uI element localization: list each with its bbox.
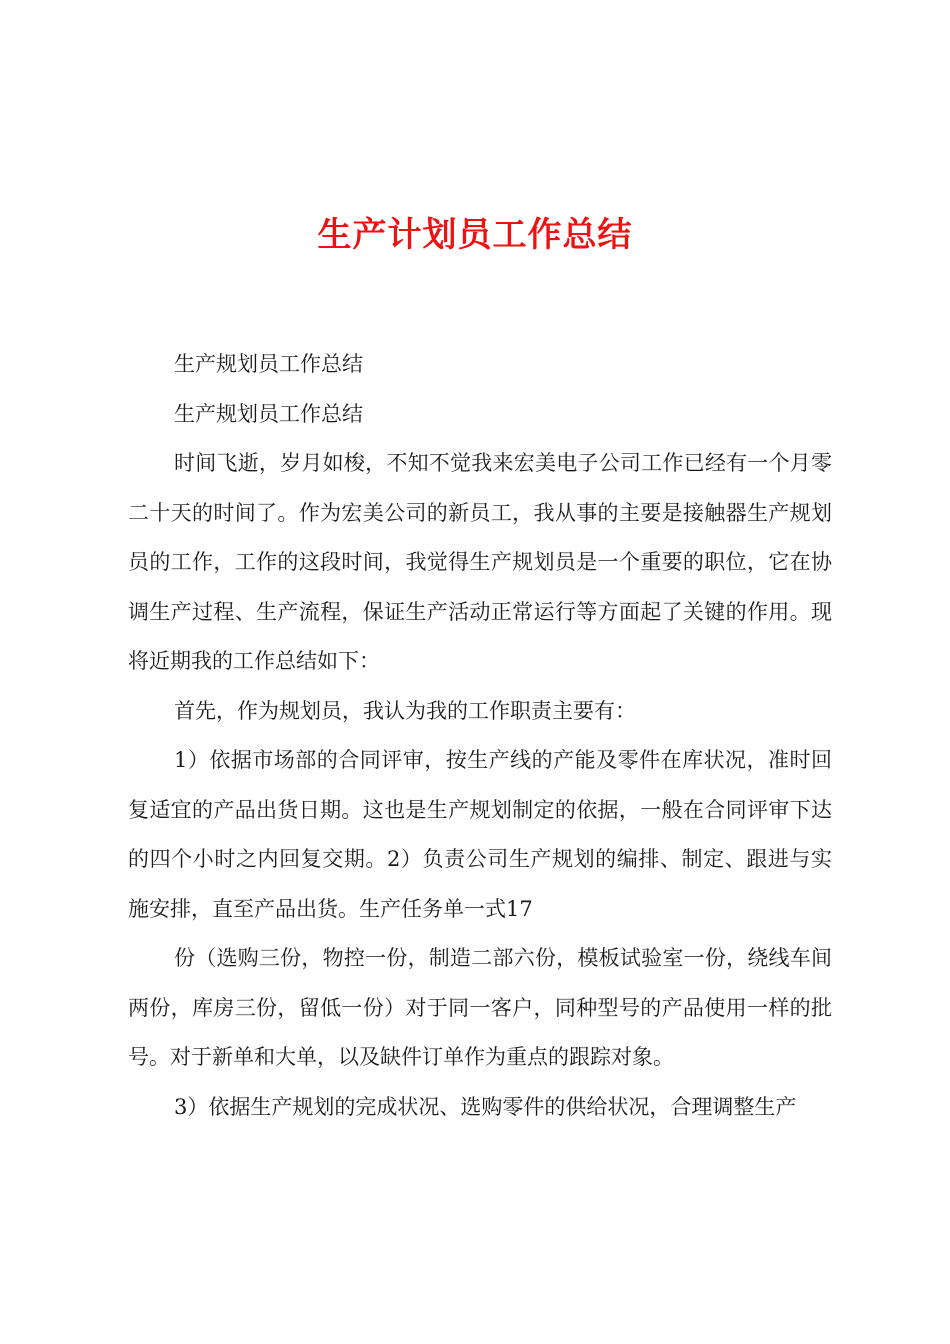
paragraph-duties-lead: 首先，作为规划员，我认为我的工作职责主要有：	[174, 698, 636, 723]
paragraph-duty-3: 3）依据生产规划的完成状况、选购零件的供给状况，合理调整生产	[174, 1094, 797, 1119]
paragraph-duty-1-2: 1）依据市场部的合同评审，按生产线的产能及零件在库状况，准时回复适宜的产品出货日期。这也是生产规划制定的依据，一般在合同评审下达的四个小时之内回复交期。2）负责公司生产规划的编排、制定、跟进与实施安排，直至产品出货。生产任务单一式17	[128, 748, 832, 921]
paragraph-heading-1: 生产规划员工作总结	[174, 352, 363, 376]
paragraph-heading-2: 生产规划员工作总结	[174, 401, 363, 426]
document-body	[128, 340, 832, 1132]
paragraph-intro: 时间飞逝，岁月如梭，不知不觉我来宏美电子公司工作已经有一个月零二十天的时间了。作为宏美公司的新员工，我从事的主要是接触器生产规划员的工作，工作的这段时间，我觉得生产规划员是一个重要的职位，它在协调生产过程、生产流程，保证生产活动正常运行等方面起了关键的作用。现将近期我的工作总结如下：	[128, 451, 832, 673]
paragraph-copies: 份（选购三份，物控一份，制造二部六份，模板试验室一份，绕线车间两份，库房三份，留低一份）对于同一客户，同种型号的产品使用一样的批号。对于新单和大单，以及缺件订单作为重点的跟踪对象。	[128, 946, 832, 1069]
document-title: 生产计划员工作总结	[317, 215, 633, 255]
